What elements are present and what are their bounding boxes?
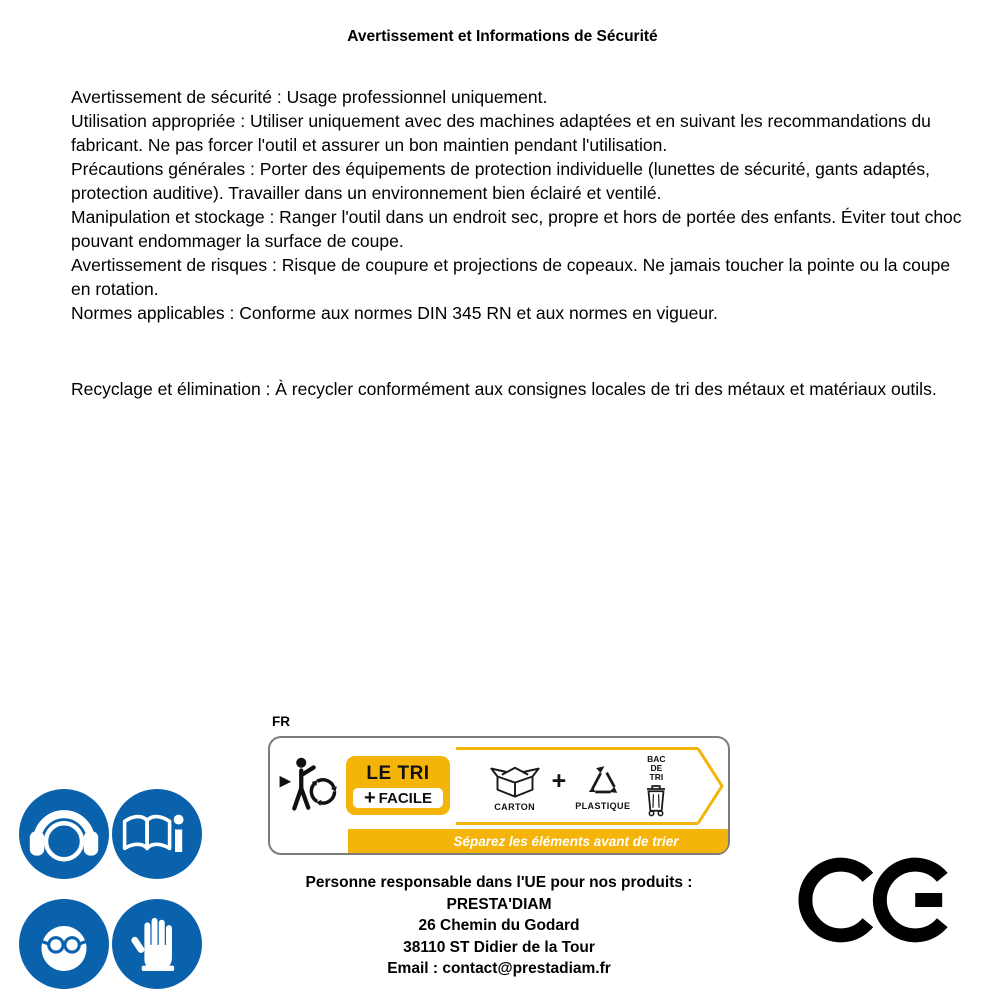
carton-label: CARTON bbox=[494, 802, 535, 812]
arrow-tip-icon bbox=[697, 747, 725, 825]
carton-box-icon bbox=[487, 759, 543, 801]
triman-icon bbox=[278, 750, 340, 822]
bin-label-line: BAC bbox=[647, 753, 666, 764]
sorting-bin bbox=[641, 755, 671, 817]
read-manual-icon bbox=[112, 789, 202, 879]
address-line: 38110 ST Didier de la Tour bbox=[403, 938, 595, 956]
eye-protection-icon bbox=[19, 899, 109, 989]
mandatory-ppe-icons bbox=[19, 789, 202, 989]
carton-item bbox=[487, 759, 543, 812]
sorting-instruction-strip bbox=[348, 829, 728, 853]
address-line: 26 Chemin du Godard bbox=[418, 917, 580, 934]
safety-paragraph: Utilisation appropriée : Utiliser uniquement avec des machines adaptées et en suivant les recommandations du fabricant. Ne pas forcer l'outil et assurer un bon maintien pendant l'utilisation. bbox=[71, 111, 931, 155]
plus-sign: + bbox=[363, 787, 376, 809]
sorting-banner-main-row bbox=[270, 738, 728, 826]
safety-paragraph: Avertissement de sécurité : Usage professionnel uniquement. bbox=[71, 87, 548, 107]
email-line: Email : contact@prestadiam.fr bbox=[387, 960, 611, 977]
ce-marking-icon bbox=[798, 852, 958, 948]
materials-plus-sign: + bbox=[551, 767, 567, 795]
plastique-label: PLASTIQUE bbox=[575, 800, 631, 811]
safety-paragraph: Manipulation et stockage : Ranger l'outil dans un endroit sec, propre et hors de portée des enfants. Éviter tout choc pouvant endommager la surface de coupe. bbox=[71, 207, 962, 251]
country-code-label: FR bbox=[272, 714, 290, 729]
bin-label-line: DE bbox=[650, 762, 663, 773]
le-tri-text: LE TRI bbox=[366, 763, 430, 784]
safety-paragraph: Avertissement de risques : Risque de coupure et projections de copeaux. Ne jamais toucher la pointe ou la coupe en rotation. bbox=[71, 255, 951, 299]
plastic-recycling-icon bbox=[581, 761, 625, 800]
bin-label-line: TRI bbox=[649, 771, 664, 782]
facile-text: FACILE bbox=[378, 789, 433, 807]
safety-paragraph: Recyclage et élimination : À recycler conformément aux consignes locales de tri des métaux et matériaux outils. bbox=[71, 379, 937, 399]
plastique-item bbox=[575, 761, 630, 811]
company-name: PRESTA'DIAM bbox=[446, 895, 552, 913]
ear-protection-icon bbox=[19, 789, 109, 879]
safety-paragraph: Normes applicables : Conforme aux normes DIN 345 RN et aux normes en vigueur. bbox=[71, 303, 718, 323]
sorting-instruction-text: Séparez les éléments avant de trier bbox=[453, 833, 679, 849]
responsible-heading: Personne responsable dans l'UE pour nos produits : bbox=[305, 874, 693, 891]
le-tri-facile-logo bbox=[346, 756, 450, 815]
recycling-sorting-banner bbox=[268, 736, 730, 855]
bin-label bbox=[647, 755, 665, 782]
safety-paragraph: Précautions générales : Porter des équipements de protection individuelle (lunettes de sécurité, gants adaptés, protection auditive). Travailler dans un environnement bien éclairé et ventilé. bbox=[71, 159, 930, 203]
page-title: Avertissement et Informations de Sécurité bbox=[347, 28, 658, 45]
eu-responsible-block bbox=[267, 872, 731, 980]
materials-strip bbox=[456, 747, 698, 825]
bin-icon bbox=[641, 782, 671, 817]
safety-text-block bbox=[71, 85, 969, 401]
facile-row bbox=[353, 788, 443, 808]
protective-gloves-icon bbox=[112, 899, 202, 989]
